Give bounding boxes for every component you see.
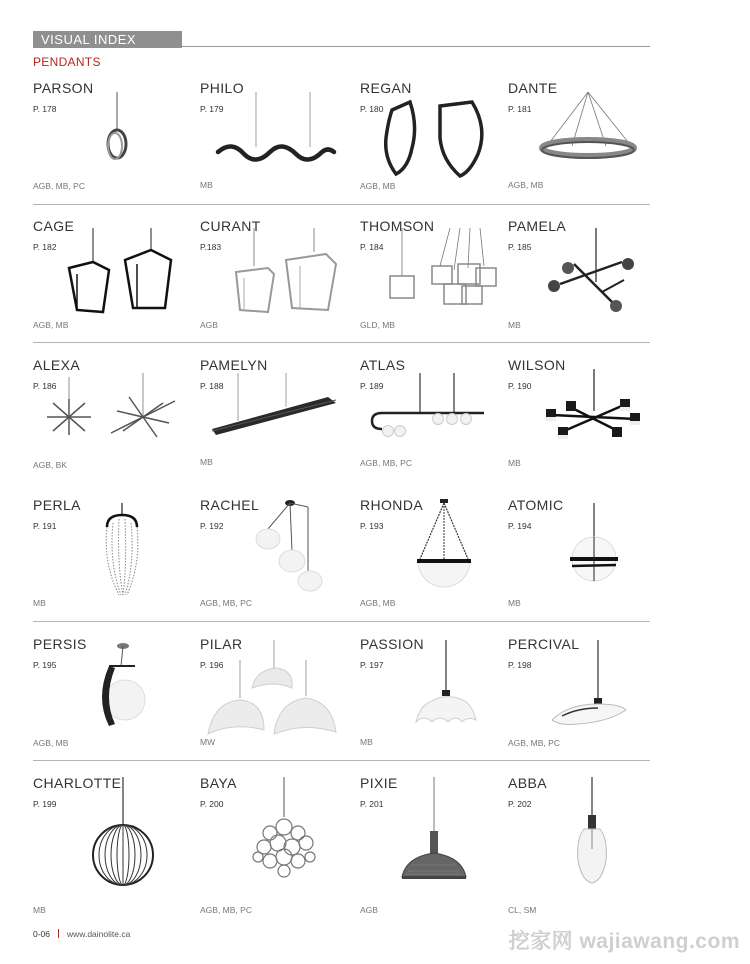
product-finish: MB — [200, 180, 213, 190]
product-perla[interactable] — [33, 497, 183, 632]
product-finish: AGB, BK — [33, 460, 68, 470]
product-page: P. 190 — [508, 381, 532, 391]
product-finish: MB — [508, 598, 521, 608]
product-finish: MB — [33, 598, 46, 608]
product-finish: AGB, MB, PC — [33, 181, 85, 191]
product-name: ATLAS — [360, 357, 406, 373]
product-finish: AGB, MB — [33, 320, 69, 330]
page-number: 0-06 — [33, 929, 51, 939]
product-finish: CL, SM — [508, 905, 537, 915]
product-page: P. 182 — [33, 242, 57, 252]
product-page: P. 180 — [360, 104, 384, 114]
product-name: RACHEL — [200, 497, 260, 513]
product-page: P. 186 — [33, 381, 57, 391]
product-philo[interactable] — [200, 80, 350, 215]
product-name: ABBA — [508, 775, 547, 791]
product-finish: MB — [200, 457, 213, 467]
product-page: P. 189 — [360, 381, 384, 391]
product-name: REGAN — [360, 80, 412, 96]
product-atlas[interactable] — [360, 357, 510, 492]
product-page: P. 191 — [33, 521, 57, 531]
product-finish: MB — [33, 905, 46, 915]
header-rule — [182, 46, 650, 47]
product-name: PERCIVAL — [508, 636, 580, 652]
product-page: P. 185 — [508, 242, 532, 252]
product-page: P.183 — [200, 242, 222, 252]
visual-index-header — [33, 31, 182, 48]
section-title-pendants: PENDANTS — [33, 55, 101, 69]
curant-pendant-icon — [230, 228, 350, 318]
product-persis[interactable] — [33, 636, 183, 771]
percival-pendant-icon — [548, 640, 630, 730]
product-finish: MW — [200, 737, 216, 747]
product-name: CHARLOTTE — [33, 775, 122, 791]
product-parson[interactable] — [33, 80, 183, 215]
product-regan[interactable] — [360, 80, 510, 215]
product-abba[interactable] — [508, 775, 658, 915]
product-pilar[interactable] — [200, 636, 350, 771]
abba-pendant-icon — [572, 777, 612, 887]
product-passion[interactable] — [360, 636, 510, 771]
pamela-pendant-icon — [544, 228, 644, 318]
product-dante[interactable] — [508, 80, 658, 215]
product-page: P. 193 — [360, 521, 384, 531]
product-page: P. 202 — [508, 799, 532, 809]
product-name: PAMELYN — [200, 357, 268, 373]
page-footer — [33, 929, 130, 939]
product-page: P. 199 — [33, 799, 57, 809]
product-finish: AGB, MB — [360, 181, 396, 191]
product-finish: AGB, MB, PC — [200, 598, 252, 608]
product-curant[interactable] — [200, 218, 350, 353]
philo-pendant-icon — [214, 92, 339, 167]
product-pixie[interactable] — [360, 775, 510, 915]
product-name: CURANT — [200, 218, 261, 234]
dante-pendant-icon — [536, 90, 641, 165]
product-name: PASSION — [360, 636, 425, 652]
product-name: RHONDA — [360, 497, 424, 513]
product-page: P. 197 — [360, 660, 384, 670]
product-name: ATOMIC — [508, 497, 564, 513]
rachel-pendant-icon — [254, 499, 344, 599]
product-finish: AGB, MB, PC — [200, 905, 252, 915]
product-baya[interactable] — [200, 775, 350, 915]
product-finish: MB — [360, 737, 373, 747]
product-name: PILAR — [200, 636, 243, 652]
product-page: P. 184 — [360, 242, 384, 252]
product-page: P. 200 — [200, 799, 224, 809]
product-finish: MB — [508, 320, 521, 330]
product-name: CAGE — [33, 218, 75, 234]
product-finish: MB — [508, 458, 521, 468]
product-name: DANTE — [508, 80, 558, 96]
product-wilson[interactable] — [508, 357, 658, 492]
product-finish: GLD, MB — [360, 320, 395, 330]
product-pamela[interactable] — [508, 218, 658, 353]
product-finish: AGB, MB, PC — [508, 738, 560, 748]
product-name: PERSIS — [33, 636, 87, 652]
alexa-pendant-icon — [39, 373, 179, 453]
product-charlotte[interactable] — [33, 775, 183, 915]
product-name: ALEXA — [33, 357, 81, 373]
atlas-pendant-icon — [368, 373, 494, 443]
thomson-pendant-icon — [388, 228, 500, 318]
product-name: PAMELA — [508, 218, 567, 234]
pixie-pendant-icon — [398, 777, 470, 887]
product-page: P. 196 — [200, 660, 224, 670]
product-atomic[interactable] — [508, 497, 658, 632]
product-percival[interactable] — [508, 636, 658, 771]
cage-pendant-icon — [63, 228, 183, 318]
product-page: P. 188 — [200, 381, 224, 391]
product-page: P. 194 — [508, 521, 532, 531]
website-link[interactable]: www.dainolite.ca — [67, 929, 131, 939]
product-name: THOMSON — [360, 218, 435, 234]
product-finish: AGB, MB — [508, 180, 544, 190]
product-alexa[interactable] — [33, 357, 183, 492]
product-rachel[interactable] — [200, 497, 350, 632]
product-page: P. 192 — [200, 521, 224, 531]
product-finish: AGB, MB — [33, 738, 69, 748]
perla-pendant-icon — [99, 503, 145, 603]
product-name: PERLA — [33, 497, 81, 513]
rhonda-pendant-icon — [414, 499, 474, 599]
pilar-pendant-icon — [204, 640, 340, 740]
product-pamelyn[interactable] — [200, 357, 350, 492]
persis-pendant-icon — [95, 640, 151, 740]
product-finish: AGB — [360, 905, 378, 915]
regan-pendant-icon — [380, 98, 505, 183]
product-name: PHILO — [200, 80, 245, 96]
charlotte-pendant-icon — [89, 777, 157, 887]
product-name: BAYA — [200, 775, 237, 791]
product-page: P. 195 — [33, 660, 57, 670]
parson-pendant-icon — [93, 92, 133, 167]
product-page: P. 181 — [508, 104, 532, 114]
header-title: VISUAL INDEX — [41, 32, 137, 47]
atomic-pendant-icon — [566, 503, 622, 598]
passion-pendant-icon — [412, 640, 482, 732]
product-thomson[interactable] — [360, 218, 510, 353]
product-page: P. 178 — [33, 104, 57, 114]
product-page: P. 179 — [200, 104, 224, 114]
wilson-pendant-icon — [542, 369, 644, 449]
product-page: P. 201 — [360, 799, 384, 809]
product-name: PARSON — [33, 80, 94, 96]
baya-pendant-icon — [250, 777, 322, 887]
product-finish: AGB, MB, PC — [360, 458, 412, 468]
watermark: 挖家网 wajiawang.com — [508, 930, 740, 953]
product-cage[interactable] — [33, 218, 183, 353]
product-name: WILSON — [508, 357, 566, 373]
product-rhonda[interactable] — [360, 497, 510, 632]
pamelyn-pendant-icon — [208, 373, 340, 443]
product-page: P. 198 — [508, 660, 532, 670]
footer-separator — [58, 929, 59, 938]
product-finish: AGB — [200, 320, 218, 330]
product-name: PIXIE — [360, 775, 398, 791]
product-finish: AGB, MB — [360, 598, 396, 608]
